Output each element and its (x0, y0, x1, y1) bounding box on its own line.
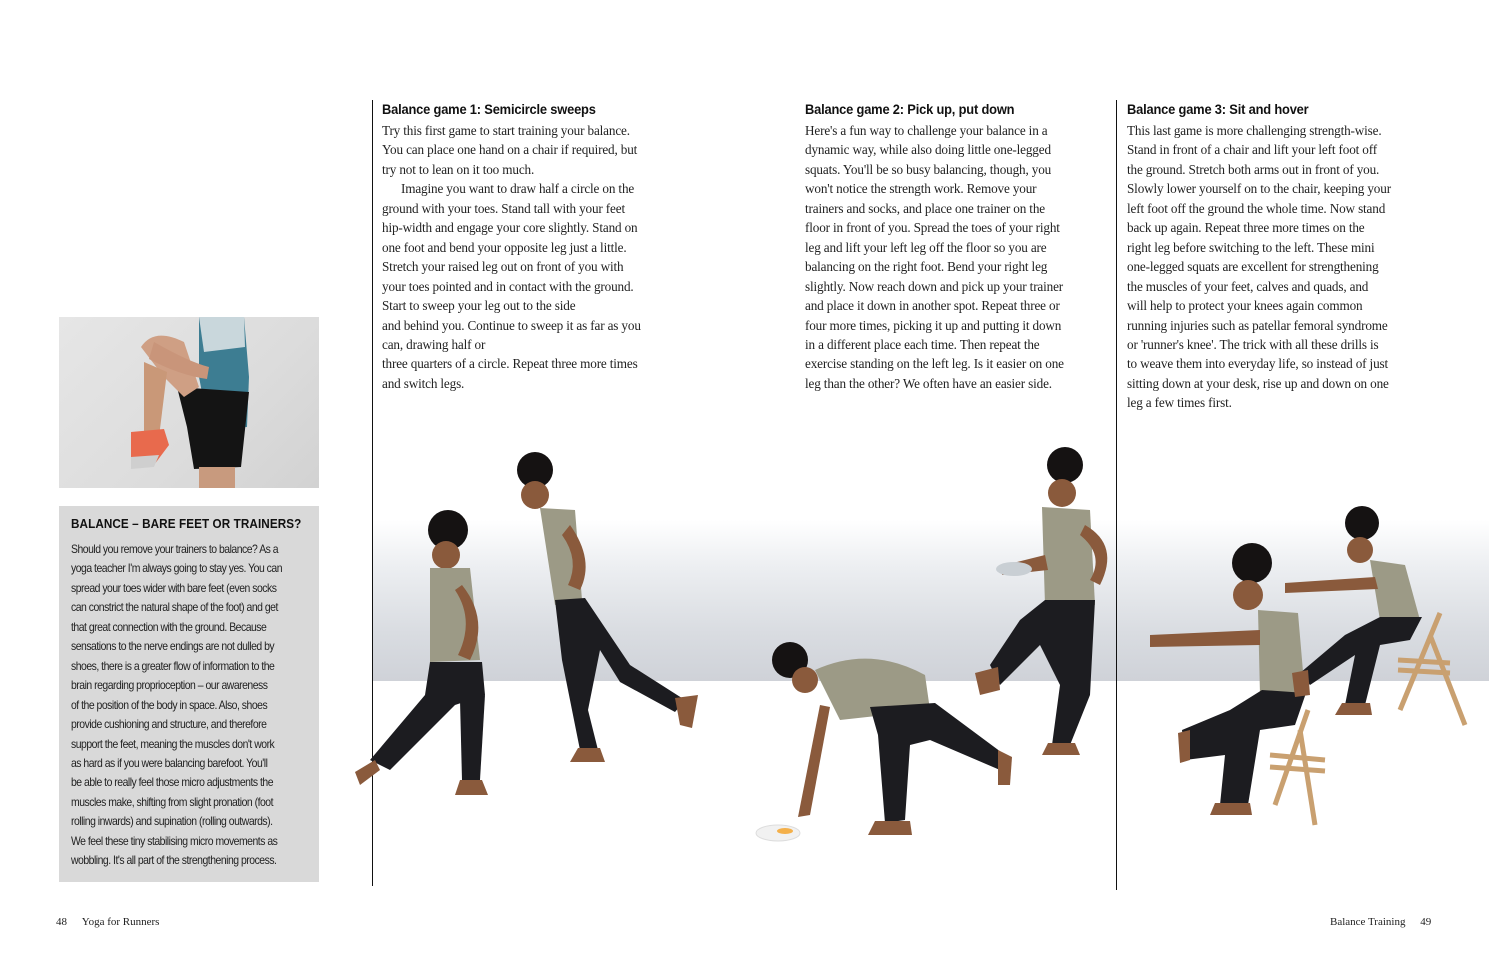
game-2-para-1: Here's a fun way to challenge your balance in a dynamic way, while also doing little one-legged squats. You'll be so busy balancing, though, you won't notice the strength work. Remove your trainers and socks, and place one trainer on the floor in front of you. Spread the toes of your right leg and lift your left leg off the floor so you are balancing on the right foot. Bend your right leg slightly. Now reach down and pick up your trainer and place it down in another spot. Repeat three or four more times, picking it up and putting it down in a different place each time. Then repeat the exercise standing on the left leg. Is it easier on one leg than the other? We often have an easier side. (805, 123, 1064, 391)
game-1-title: Balance game 1: Semicircle sweeps (382, 101, 596, 117)
game-2-title: Balance game 2: Pick up, put down (805, 101, 1015, 117)
left-page-number: 48 (56, 916, 67, 928)
left-running-head: Yoga for Runners (81, 916, 160, 928)
sidebar-box-body: Should you remove your trainers to balance? As a yoga teacher I'm always going to stay yes. You can spread your toes wider with bare feet (even socks can constrict the natural shape of the foot) and get that great connection with the ground. Because sensations to the nerve endings are not dulled by shoes, there is a greater flow of information to the brain regarding proprioception – our awareness of the position of the body in space. Also, shoes provide cushioning and structure, and therefore support the feet, meaning the muscles don't work as hard as if you were balancing barefoot. You'll be able to really feel those micro adjustments the muscles make, shifting from slight pronation (foot rolling inwards) and supination (rolling outwards). We feel these tiny stabilising micro movements as wobbling. It's all part of the strengthening process. (71, 543, 283, 868)
game-1-para-1: Try this first game to start training your balance. You can place one hand on a chair if required, but try not to lean on it too much. (382, 123, 638, 177)
bare-feet-sidebar-box (59, 506, 319, 882)
right-running-head: Balance Training (1330, 916, 1406, 928)
right-page-number: 49 (1420, 916, 1432, 928)
knee-hug-photo (59, 317, 319, 488)
game-3-section (1127, 101, 1432, 413)
sidebar-box-title: BALANCE – BARE FEET OR TRAINERS? (71, 516, 302, 531)
right-page-footer (1330, 916, 1431, 928)
game-3-para-1: This last game is more challenging strength-wise. Stand in front of a chair and lift your left foot off the ground. Stretch both arms out in front of you. Slowly lower yourself on to the chair, keeping your left foot off the ground the whole time. Now stand back up again. Repeat three more times on the right leg before switching to the left. These mini one-legged squats are excellent for strengthening the muscles of your feet, calves and quads, and will help to protect your knees again common running injuries such as patellar femoral syndrome or 'runner's knee'. The trick with all these drills is to weave them into everyday life, so instead of just sitting down at your desk, rise up and down on one leg a few times first. (1127, 123, 1391, 411)
game-1-figure (330, 450, 710, 810)
sit-and-hover-poses-illustration (1130, 505, 1489, 865)
pick-up-put-down-poses-illustration (750, 445, 1130, 845)
semicircle-sweep-poses-illustration (330, 450, 710, 810)
left-page-footer (56, 916, 159, 928)
game-3-figure (1130, 505, 1489, 865)
game-1-para-2: Imagine you want to draw half a circle on the ground with your toes. Stand tall with your feet hip-width and engage your core slightly. Stand on one foot and bend your opposite leg just a little. Stretch your raised leg out on front of you with your toes pointed and in contact with the ground. Start to sweep your leg out to the side and behind you. Continue to sweep it as far as you can, drawing half or three quarters of a circle. Repeat three more times and switch legs. (382, 181, 641, 391)
game-2-section (805, 101, 1110, 393)
game-2-figure (750, 445, 1130, 845)
game-3-title: Balance game 3: Sit and hover (1127, 101, 1309, 117)
runner-knee-hug-illustration (59, 317, 319, 488)
game-1-section (382, 101, 687, 393)
